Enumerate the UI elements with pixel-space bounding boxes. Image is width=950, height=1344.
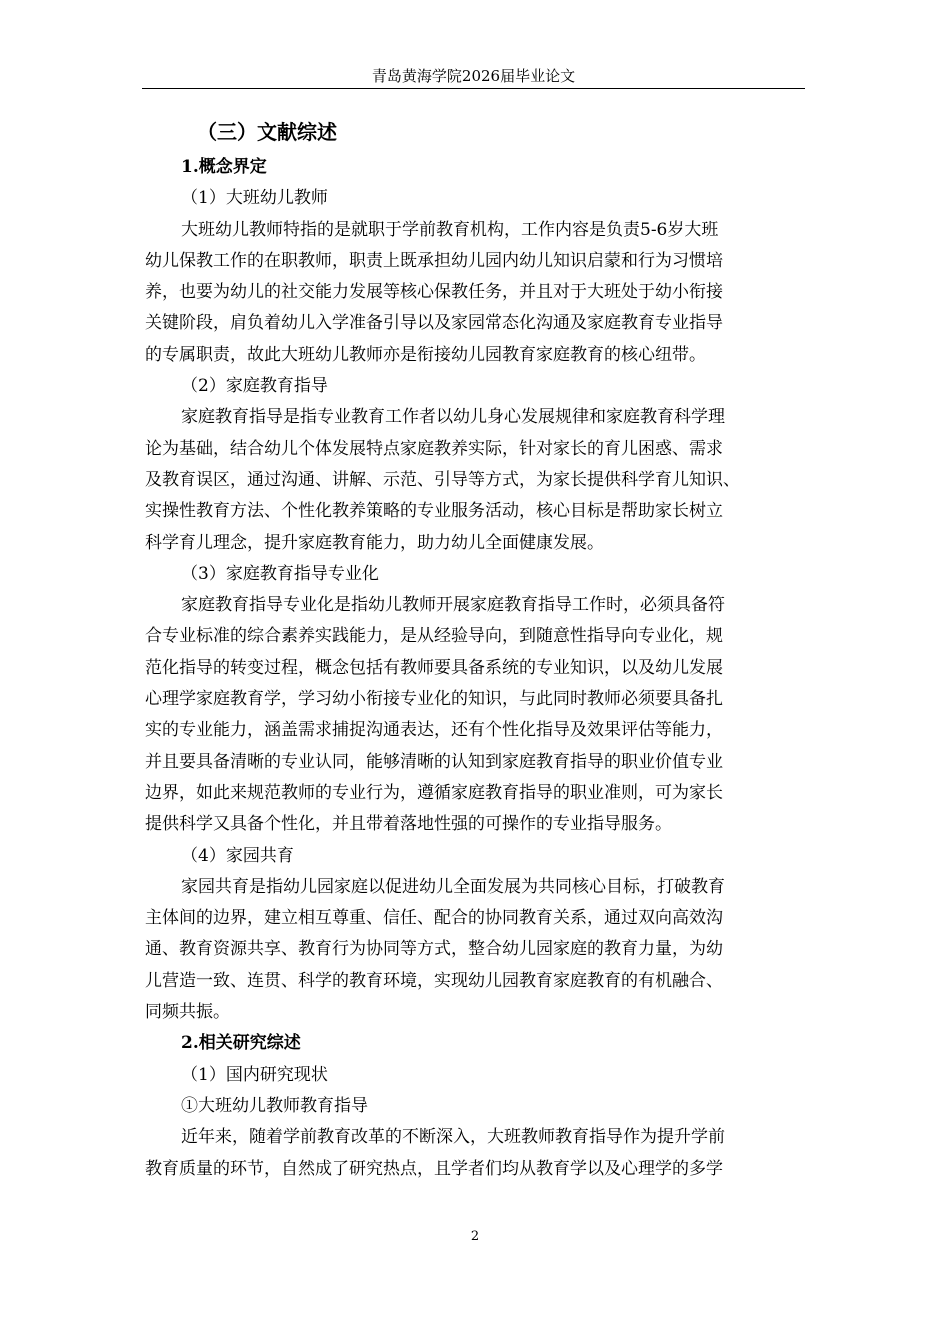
paragraph-line: 近年来，随着学前教育改革的不断深入，大班教师教育指导作为提升学前: [181, 1127, 725, 1148]
paragraph-line: 范化指导的转变过程，概念包括有教师要具备系统的专业知识，以及幼儿发展: [145, 657, 723, 678]
paragraph-guidance-professionalization: [145, 590, 809, 840]
paragraph-line: 合专业标准的综合素养实践能力，是从经验导向，到随意性指导向专业化，规: [145, 626, 723, 647]
section-title: （三）文献综述: [197, 120, 337, 144]
paragraph-line: 科学育儿理念，提升家庭教育能力，助力幼儿全面健康发展。: [145, 532, 604, 553]
subheading-kindergarten-teacher: （1）大班幼儿教师: [181, 188, 328, 209]
subheading-guidance-professionalization: （3）家庭教育指导专业化: [181, 563, 379, 584]
subheading-teacher-education-guidance: ①大班幼儿教师教育指导: [181, 1095, 368, 1116]
paragraph-kindergarten-teacher: [145, 215, 809, 371]
subheading-home-school-coeducation: （4）家园共育: [181, 845, 294, 866]
paragraph-line: 同频共振。: [145, 1002, 230, 1023]
paragraph-line: 提供科学又具备个性化，并且带着落地性强的可操作的专业指导服务。: [145, 814, 672, 835]
paragraph-line: 边界，如此来规范教师的专业行为，遵循家庭教育指导的职业准则，可为家长: [145, 782, 723, 803]
paragraph-line: 关键阶段，肩负着幼儿入学准备引导以及家园常态化沟通及家庭教育专业指导: [145, 313, 723, 334]
paragraph-line: 通、教育资源共享、教育行为协同等方式，整合幼儿园家庭的教育力量，为幼: [145, 939, 723, 960]
page-number: 2: [470, 1229, 480, 1244]
paragraph-line: 主体间的边界，建立相互尊重、信任、配合的协同教育关系，通过双向高效沟: [145, 908, 723, 929]
paragraph-line: 幼儿保教工作的在职教师，职责上既承担幼儿园内幼儿知识启蒙和行为习惯培: [145, 250, 723, 271]
document-body: [145, 112, 809, 1185]
paragraph-line: 家庭教育指导是指专业教育工作者以幼儿身心发展规律和家庭教育科学理: [181, 407, 725, 428]
paragraph-line: 及教育误区，通过沟通、讲解、示范、引导等方式，为家长提供科学育儿知识、: [145, 469, 740, 490]
paragraph-line: 实操性教育方法、个性化教养策略的专业服务活动，核心目标是帮助家长树立: [145, 501, 723, 522]
paragraph-line: 养，也要为幼儿的社交能力发展等核心保教任务，并且对于大班处于幼小衔接: [145, 282, 723, 303]
subheading-domestic-research: （1）国内研究现状: [181, 1064, 328, 1085]
heading-related-research: 2.相关研究综述: [181, 1033, 301, 1054]
paragraph-home-school-coeducation: [145, 872, 809, 1028]
page-header: 青岛黄海学院2026届毕业论文: [142, 66, 805, 89]
paragraph-line: 教育质量的环节，自然成了研究热点，且学者们均从教育学以及心理学的多学: [145, 1158, 723, 1179]
paragraph-line: 心理学家庭教育学，学习幼小衔接专业化的知识，与此同时教师必须要具备扎: [145, 689, 723, 710]
paragraph-line: 儿营造一致、连贯、科学的教育环境，实现幼儿园教育家庭教育的有机融合、: [145, 970, 723, 991]
heading-concept-definition: 1.概念界定: [181, 157, 267, 177]
paragraph-line: 并且要具备清晰的专业认同，能够清晰的认知到家庭教育指导的职业价值专业: [145, 751, 723, 772]
paragraph-line: 大班幼儿教师特指的是就职于学前教育机构，工作内容是负责5-6岁大班: [181, 219, 719, 240]
paragraph-recent-research: [145, 1122, 809, 1185]
paragraph-line: 实的专业能力，涵盖需求捕捉沟通表达，还有个性化指导及效果评估等能力，: [145, 720, 723, 741]
paragraph-line: 家庭教育指导专业化是指幼儿教师开展家庭教育指导工作时，必须具备符: [181, 595, 725, 616]
paragraph-line: 家园共育是指幼儿园家庭以促进幼儿全面发展为共同核心目标，打破教育: [181, 876, 725, 897]
paragraph-family-education-guidance: [145, 402, 809, 558]
paragraph-line: 的专属职责，故此大班幼儿教师亦是衔接幼儿园教育家庭教育的核心纽带。: [145, 344, 706, 365]
subheading-family-education-guidance: （2）家庭教育指导: [181, 376, 328, 397]
paragraph-line: 论为基础，结合幼儿个体发展特点家庭教养实际，针对家长的育儿困惑、需求: [145, 438, 723, 459]
